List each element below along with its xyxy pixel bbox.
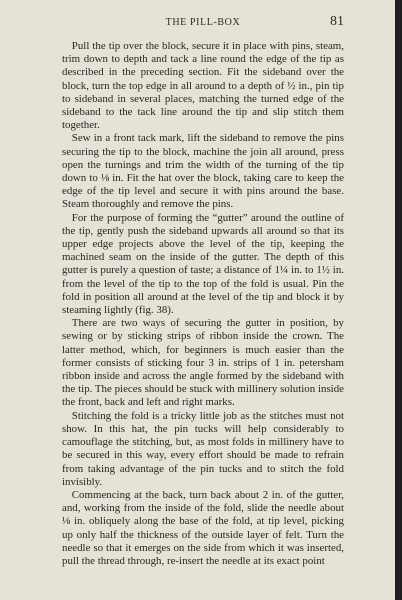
paragraph: Sew in a front tack mark, lift the sideband to remove the pins securing the tip to the block, machine the join all around, press open the turnings and trim the width of the turning of the tip down to ⅛ in. Fit the hat over the block, taking care to keep the edge of the tip level and secure it with pins around the base. Steam thoroughly and remove the pins.: [62, 132, 344, 211]
body-text: [62, 40, 344, 568]
paragraph: Commencing at the back, turn back about 2 in. of the gutter, and, working from the inside of the fold, slide the needle about ⅛ in. obliquely along the base of the fold, at tip level, picking up only half the thickness of the outside layer of felt. Turn the needle so that it emerges on the side from which it was inserted, pull the thread through, re-insert the needle at its exact point: [62, 488, 344, 567]
paragraph: Stitching the fold is a tricky little job as the stitches must not show. In this hat, the pin tucks will help considerably to camouflage the stitching, but, as most folds in millinery have to be secured in this way, every effort should be made to refrain from taking advantage of the pin tucks and to stitch the fold invisibly.: [62, 409, 344, 488]
page-number: 81: [330, 14, 344, 29]
paragraph: Pull the tip over the block, secure it in place with pins, steam, trim down to depth and tack a line round the edge of the tip as described in the preceding section. Fit the sideband over the block, turn the top edge in all around to a depth of ½ in., pin tip to sideband in several places, matching the turned edge of the sideband to the tack line around the tip and slip stitch them together.: [62, 40, 344, 132]
paragraph: There are two ways of securing the gutter in position, by sewing or by sticking strips of ribbon inside the crown. The latter method, which, for beginners is much easier than the former consists of sticking four 3 in. strips of 1 in. petersham ribbon inside and across the angle formed by the sideband with the tip. The pieces should be stuck with millinery solution inside the front, back and left and right marks.: [62, 317, 344, 409]
page-header: [62, 14, 344, 30]
paragraph: For the purpose of forming the “gutter” around the outline of the tip, gently push the sideband upwards all around so that its upper edge projects above the level of the tip, keeping the machined seam on the inside of the gutter. The depth of this gutter is purely a question of taste; a distance of 1¼ in. to 1½ in. from the level of the tip to the top of the fold is usual. Pin the fold in position all around at the level of the tip and block it by steaming lightly (fig. 38).: [62, 211, 344, 317]
running-head: THE PILL-BOX: [165, 17, 241, 28]
